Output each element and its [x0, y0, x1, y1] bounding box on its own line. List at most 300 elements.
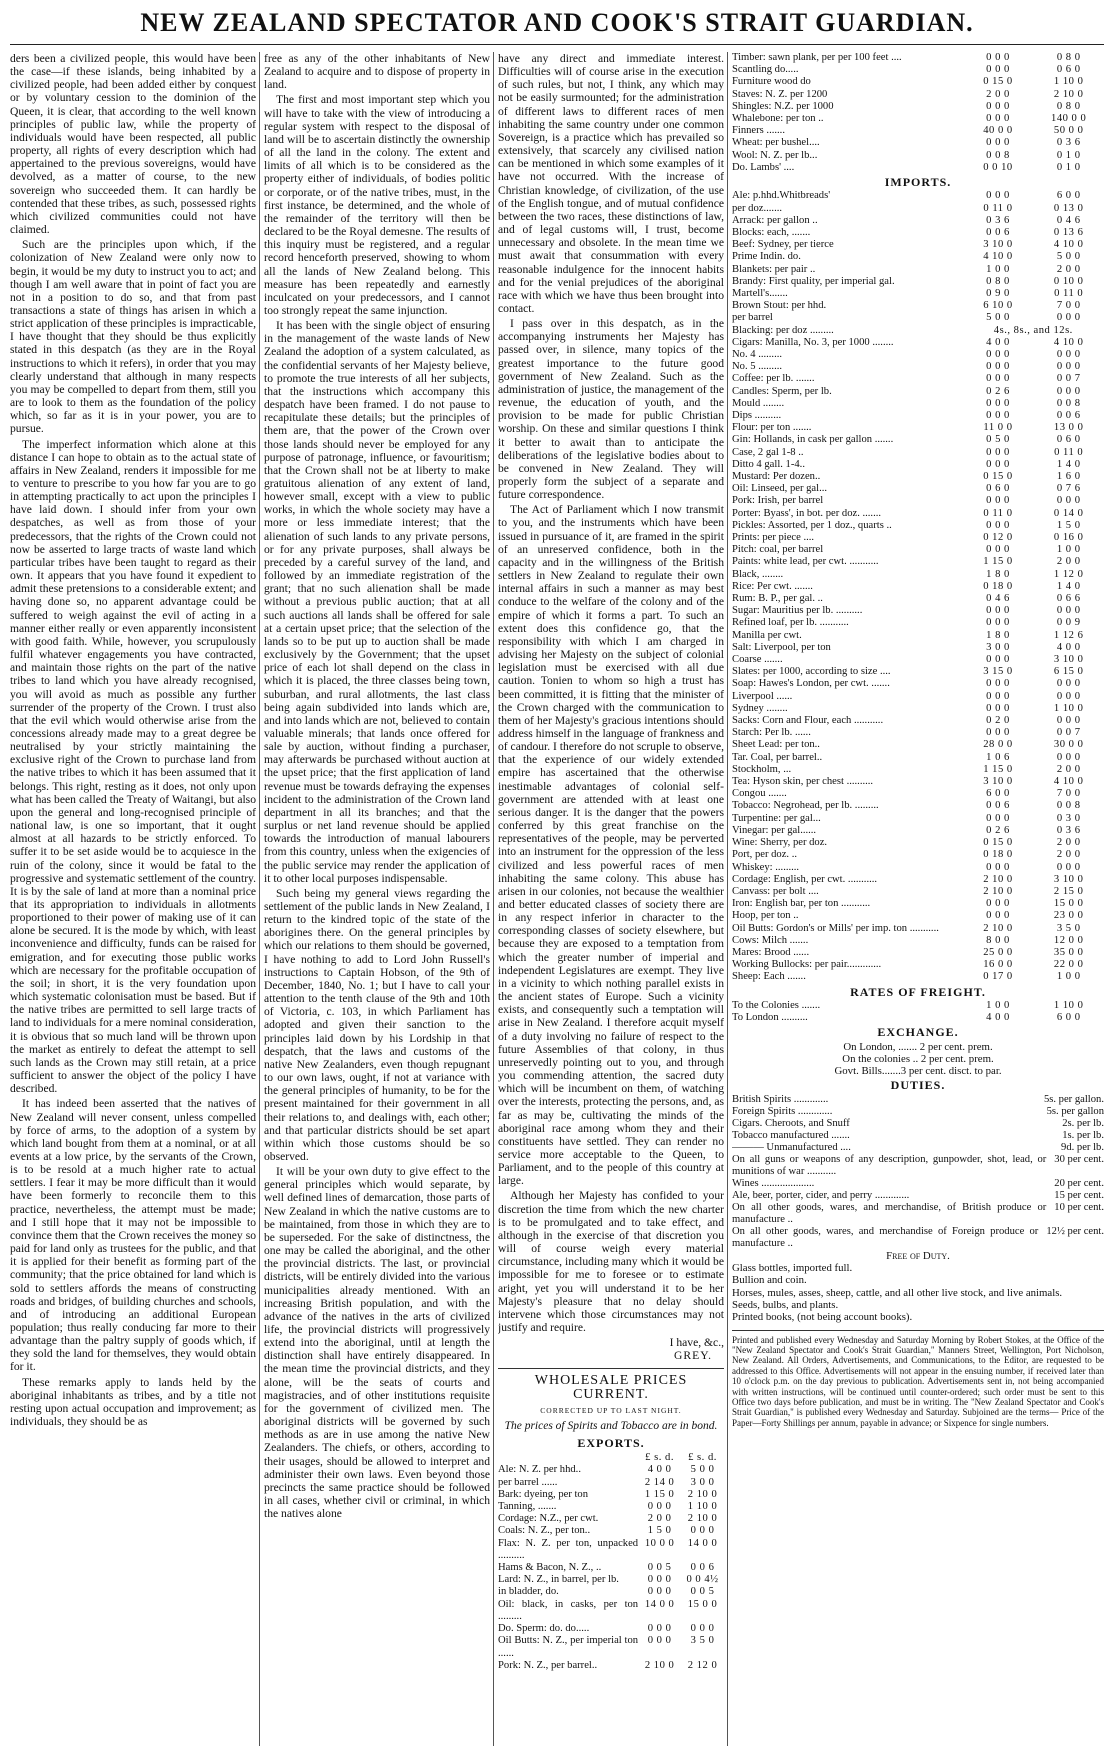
duty-item: Cigars. Cheroots, and Snuff: [732, 1117, 850, 1129]
price-item-name: Iron: English bar, per ton ...........: [732, 898, 871, 910]
duty-item: British Spirits .............: [732, 1093, 829, 1105]
price-value: 14 0 0: [687, 1537, 718, 1549]
price-item-name: Sacks: Corn and Flour, each ...........: [732, 715, 884, 727]
price-value: 1 15 0: [983, 763, 1013, 775]
price-item-name: Wheat: per bushel....: [732, 137, 820, 149]
price-value: 0 0 0: [1056, 690, 1081, 702]
price-item-name: Blacking: per doz .........: [732, 324, 834, 336]
price-row: [498, 1586, 724, 1598]
price-item-name: Furniture wood do: [732, 76, 811, 88]
price-value: 12 0 0: [1053, 934, 1084, 946]
duty-row: [732, 1118, 1104, 1130]
price-item-name: Coarse .......: [732, 654, 783, 666]
price-row: [498, 1538, 724, 1562]
price-row: [498, 1477, 724, 1489]
price-item-name: Timber: sawn plank, per per 100 feet ....: [732, 52, 902, 63]
price-value: 0 2 0: [986, 715, 1010, 727]
price-value: 0 15 0: [983, 76, 1013, 88]
article-paragraph: It has indeed been asserted that the natives of New Zealand will never consent, unless compelled by force of arms, to the adoption of a system by which land bought from them at a nominal, or at all events at a low price, by the servants of the Crown, is to be resold at a much higher rate to actual settlers. I fear it may be more difficult than it would have been formerly to reconcile them to this practice, nevertheless, the attempt must be made; and I still hope that it may not be impossible to convince them that the Crown receives the money so paid for land only as trustees for the public, and that it is applied for their benefit as forming part of the community; that the price obtained for land which is sold to settlers affords the means of constructing roads and bridges, of building churches and schools, and of introducing an additional European population; thus really conducing far more to their advantage than the paltry supply of goods which, if they sold the land for themselves, they would obtain for it.: [10, 1097, 256, 1374]
price-value: 3 10 0: [983, 239, 1013, 251]
price-row: [732, 959, 1104, 971]
free-of-duty-item: Seeds, bulbs, and plants.: [732, 1298, 839, 1311]
price-value: 0 12 0: [983, 532, 1013, 544]
price-value: 0 11 0: [983, 507, 1013, 519]
price-value: 1 4 0: [1056, 458, 1081, 470]
price-row: [732, 825, 1104, 837]
price-value: 0 16 0: [1053, 532, 1084, 544]
price-item-name: Beef: Sydney, per tierce: [732, 239, 834, 251]
price-value: 22 0 0: [1053, 959, 1084, 971]
price-value: 11 0 0: [983, 422, 1013, 434]
price-value: 0 0 6: [1056, 409, 1081, 421]
price-item-name: Pork: Irish, per barrel: [732, 495, 824, 507]
price-row: [732, 483, 1104, 495]
price-row: [732, 410, 1104, 422]
price-value: 0 0 5: [647, 1562, 672, 1574]
price-value: 1 0 6: [986, 751, 1010, 763]
article-paragraph: These remarks apply to lands held by the aboriginal inhabitants as tribes, and by a title not resting upon actual occupation and improvement; as individuals, they should be as: [10, 1375, 256, 1429]
exchange-lines: [732, 1041, 1104, 1078]
price-value: 0 8 0: [986, 275, 1010, 287]
price-item-name: Port, per doz. ..: [732, 849, 798, 861]
price-item-name: Arrack: per gallon ..: [732, 214, 818, 226]
article-column-3: [498, 52, 724, 1748]
price-row: [732, 52, 1104, 64]
price-row: [732, 1000, 1104, 1012]
duties-heading: DUTIES.: [890, 1078, 946, 1093]
price-value: 2 14 0: [644, 1476, 675, 1488]
price-row: [732, 837, 1104, 849]
price-item-name: Oil Butts: Gordon's or Mills' per imp. ton ...........: [732, 922, 939, 934]
price-value: 0 0 0: [986, 898, 1010, 910]
price-value: 0 0 0: [647, 1635, 672, 1647]
price-row: [732, 532, 1104, 544]
price-item-name: Soap: Hawes's London, per cwt. .......: [732, 678, 890, 690]
duty-rate: 20 per cent.: [1054, 1177, 1104, 1189]
price-value: 0 0 7: [1056, 373, 1081, 385]
price-row: [732, 800, 1104, 812]
price-value: 0 14 0: [1053, 507, 1084, 519]
duty-rate: 2s. per lb.: [1062, 1117, 1104, 1129]
price-row: [498, 1623, 724, 1635]
price-row: [732, 752, 1104, 764]
price-row: [732, 113, 1104, 125]
price-value: 140 0 0: [1051, 113, 1087, 125]
duty-item: On all other goods, wares, and merchandise, of British produce or manufacture ..: [732, 1201, 1047, 1225]
price-value: 7 0 0: [1056, 788, 1081, 800]
price-value: 0 0 0: [986, 190, 1010, 202]
price-value: 0 0 8: [1056, 800, 1081, 812]
price-row: [732, 422, 1104, 434]
article-paragraph: free as any of the other inhabitants of New Zealand to acquire and to dispose of property in land.: [264, 52, 490, 92]
price-value: 1 15 0: [983, 556, 1013, 568]
price-value: 0 0 4½: [686, 1574, 719, 1586]
price-row: [732, 569, 1104, 581]
duty-rate: 9d. per lb.: [1061, 1141, 1104, 1153]
duty-rate: 12½ per cent.: [1046, 1225, 1104, 1237]
price-value: 6 0 0: [1056, 190, 1081, 202]
price-value: 0 0 0: [986, 64, 1010, 76]
price-item-name: Pork: N. Z., per barrel..: [498, 1659, 598, 1671]
imports-table: [732, 190, 1104, 983]
price-value: 13 0 0: [1053, 422, 1084, 434]
price-row: [732, 150, 1104, 162]
despatch-signoff: [498, 1336, 724, 1362]
article-column-3-text: [498, 52, 724, 1334]
price-item-name: per barrel: [732, 312, 773, 324]
price-value: 0 0 0: [986, 702, 1010, 714]
price-value: 0 3 6: [986, 214, 1010, 226]
price-value: 4 0 0: [986, 336, 1010, 348]
price-row: [732, 300, 1104, 312]
price-item-name: Canvass: per bolt ....: [732, 885, 819, 897]
price-row: [732, 125, 1104, 137]
price-row: [498, 1513, 724, 1525]
price-value: 0 0 0: [986, 727, 1010, 739]
price-value: 0 0 0: [986, 100, 1010, 112]
price-value: 0 2 6: [986, 824, 1010, 836]
price-item-name: Brown Stout: per hhd.: [732, 300, 827, 312]
price-value: 0 0 0: [1056, 385, 1081, 397]
price-value: 0 0 0: [986, 348, 1010, 360]
price-row: [498, 1574, 724, 1586]
price-row: [732, 715, 1104, 727]
price-item-name: Bark: dyeing, per ton: [498, 1488, 589, 1500]
column-divider: [259, 52, 260, 1746]
price-value: 6 10 0: [983, 300, 1013, 312]
price-row: [732, 495, 1104, 507]
price-item-name: Oil: Linseed, per gal...: [732, 483, 828, 495]
price-item-name: Cordage: English, per cwt. ...........: [732, 873, 878, 885]
price-row: [732, 276, 1104, 288]
exchange-line: On the colonies .. 2 per cent. prem.: [842, 1052, 994, 1065]
price-item-name: Oil Butts: N. Z., per imperial ton ......: [498, 1635, 639, 1659]
price-value: 0 6 0: [1056, 64, 1081, 76]
price-item-name: Gin: Hollands, in cask per gallon .......: [732, 434, 894, 446]
price-row: [732, 162, 1104, 174]
price-value: 0 0 0: [1056, 495, 1081, 507]
price-value: 5 0 0: [986, 312, 1010, 324]
price-row: [732, 264, 1104, 276]
price-value: 1 15 0: [644, 1488, 675, 1500]
price-value: 23 0 0: [1053, 910, 1084, 922]
duty-rate: 10 per cent.: [1054, 1201, 1104, 1213]
price-value: 25 0 0: [983, 946, 1013, 958]
price-value: 3 10 0: [1053, 873, 1084, 885]
price-value: 28 0 0: [983, 739, 1013, 751]
currency-header: £ s. d.: [688, 1452, 717, 1464]
price-value: 0 0 0: [1056, 751, 1081, 763]
price-value: 0 0 0: [986, 544, 1010, 556]
price-value: 0 5 0: [986, 434, 1010, 446]
price-value: 0 0 6: [986, 226, 1010, 238]
price-value: 14 0 0: [644, 1598, 675, 1610]
price-item-name: Salt: Liverpool, per ton: [732, 641, 831, 653]
price-row: [732, 288, 1104, 300]
price-row: [732, 251, 1104, 263]
price-value: 50 0 0: [1053, 125, 1084, 137]
price-row: [732, 886, 1104, 898]
price-value: 2 0 0: [1056, 763, 1081, 775]
duty-item: Ale, beer, porter, cider, and perry .............: [732, 1189, 910, 1201]
price-value: 0 10 0: [1053, 275, 1084, 287]
price-item-name: Cordage: N.Z., per cwt.: [498, 1513, 599, 1525]
price-item-name: Oil: black, in casks, per ton .........: [498, 1598, 639, 1622]
price-row: [732, 101, 1104, 113]
price-row: [732, 776, 1104, 788]
price-row: [498, 1489, 724, 1501]
price-value: 0 11 0: [1054, 287, 1084, 299]
price-value: 0 0 6: [986, 800, 1010, 812]
price-item-name: Dips ..........: [732, 409, 782, 421]
duty-rate: 1s. per lb.: [1062, 1129, 1104, 1141]
price-item-name: Tanning, .......: [498, 1501, 557, 1513]
price-item-name: Cigars: Manilla, No. 3, per 1000 ........: [732, 336, 894, 348]
timber-prices-table: [732, 52, 1104, 174]
price-value: 2 10 0: [983, 922, 1013, 934]
price-value: 4 0 0: [647, 1464, 672, 1476]
duty-item: Tobacco manufactured .......: [732, 1129, 850, 1141]
price-value: 0 6 0: [1056, 434, 1081, 446]
price-value: 0 0 8: [1056, 397, 1081, 409]
price-row: [732, 849, 1104, 861]
price-value: 2 0 0: [1056, 263, 1081, 275]
price-item-name: Do. Lambs' ....: [732, 161, 795, 173]
price-value: 15 0 0: [1053, 898, 1084, 910]
duty-row: [732, 1142, 1104, 1154]
price-item-name: Prints: per piece ....: [732, 532, 815, 544]
free-of-duty-list: [732, 1262, 1104, 1323]
price-row: [732, 349, 1104, 361]
price-value: 2 10 0: [687, 1513, 718, 1525]
masthead: NEW ZEALAND SPECTATOR AND COOK'S STRAIT GUARDIAN.: [140, 8, 974, 37]
article-paragraph: I pass over in this despatch, as in the accompanying instruments her Majesty has passed over, in silence, many topics of the greatest importance to the future good government of New Zealand. Such as the administration of justice, the management of the revenue, the education of youth, and the provision to be made for public Christian worship. On these and similar questions I think it better to await than to anticipate the deliberations of the legislative bodies about to be convened in New Zealand. They will properly form the subject of a separate and future correspondence.: [498, 317, 724, 502]
price-item-name: No. 4 .........: [732, 348, 783, 360]
price-value: 0 7 6: [1056, 483, 1081, 495]
price-value: 2 10 0: [1053, 88, 1084, 100]
price-value: 3 15 0: [983, 666, 1013, 678]
price-value: 0 6 0: [986, 483, 1010, 495]
price-value: 0 0 0: [690, 1525, 715, 1537]
price-item-name: To the Colonies .......: [732, 999, 821, 1011]
duties-list: [732, 1094, 1104, 1250]
price-value: 0 0 0: [986, 397, 1010, 409]
price-item-name: Porter: Byass', in bot. per doz. .......: [732, 507, 882, 519]
price-row: [732, 935, 1104, 947]
price-item-name: in bladder, do.: [498, 1586, 559, 1598]
price-item-name: Blocks: each, .......: [732, 226, 811, 238]
signature: GREY.: [674, 1349, 712, 1363]
exports-heading: EXPORTS.: [577, 1436, 645, 1451]
price-value: 2 10 0: [983, 873, 1013, 885]
price-item-name: Martell's.......: [732, 287, 788, 299]
price-value: 0 0 0: [986, 861, 1010, 873]
price-value: 0 0 6: [690, 1562, 715, 1574]
price-row: [732, 678, 1104, 690]
publisher-imprint: Printed and published every Wednesday and Saturday Morning by Robert Stokes, at the Office of the "New Zealand Spectator and Cook's Strait Guardian," Manners Street, Wellington, Port Nicholson, New Zealand. All Orders, Advertisements, and Communications, to the Editor, are requested to be addressed to this Office. Advertisements will not appear in the ensuing number, if received later than 10 o'clock p.m. on the day previous to publication. Advertisements sent in, not being accompanied with written instructions, will be continued until counter-ordered; such order must be sent to this Office two days before publication, and must be in writing. The "New Zealand Spectator and Cook's Strait Guardian," is published every Wednesday and Saturday. Subjoined are the terms— Price of the Paper—Forty Shillings per annum, payable in advance; or Sixpence for single numbers.: [732, 1330, 1104, 1429]
price-value: 6 15 0: [1053, 666, 1084, 678]
free-of-duty-heading: Free of Duty.: [886, 1249, 950, 1262]
price-value: 2 0 0: [986, 88, 1010, 100]
duty-item: Wines ....................: [732, 1177, 815, 1189]
price-item-name: Black, ........: [732, 568, 784, 580]
price-value: 1 0 0: [986, 999, 1010, 1011]
price-item-name: Hoop, per ton ..: [732, 910, 799, 922]
price-value: 0 0 0: [690, 1623, 715, 1635]
price-value: 0 0 0: [647, 1586, 672, 1598]
price-row: [732, 373, 1104, 385]
closing-line: I have, &c.,: [669, 1336, 724, 1350]
price-value: 2 12 0: [687, 1659, 718, 1671]
price-value: 0 0 0: [1056, 861, 1081, 873]
price-value: 0 0 0: [1056, 348, 1081, 360]
price-value: 0 15 0: [983, 837, 1013, 849]
price-row: [732, 471, 1104, 483]
price-value: 0 1 0: [1056, 161, 1081, 173]
price-row: [732, 361, 1104, 373]
article-paragraph: Such are the principles upon which, if the colonization of New Zealand were only now to begin, it would be my duty to instruct you to act; and though I am well aware that in point of fact you are not in a position to do so, and that from past transactions a state of things has arisen in which a strict application of these principles is impracticable, I have thought that they should be thus explicitly stated in this despatch (as they are in the Royal instructions to which it refers), in order that you may clearly understand that although in many respects you may be compelled to depart from them, still you are to look to them as the foundation of the policy which, so far as it is in your power, you are to pursue.: [10, 238, 256, 436]
price-item-name: Ditto 4 gall. 1-4..: [732, 458, 805, 470]
price-value: 3 10 0: [1053, 654, 1084, 666]
price-item-name: Tar. Coal, per barrel..: [732, 751, 823, 763]
currency-header: £ s. d.: [645, 1452, 674, 1464]
price-row: [732, 642, 1104, 654]
column-divider: [727, 52, 728, 1746]
price-row: [732, 703, 1104, 715]
price-row: [732, 459, 1104, 471]
price-row: [732, 874, 1104, 886]
price-item-name: Prime Indin. do.: [732, 251, 801, 263]
price-item-name: Pickles: Assorted, per 1 doz., quarts ..: [732, 519, 892, 531]
price-item-name: To London ..........: [732, 1012, 808, 1024]
price-row: [732, 312, 1104, 324]
free-of-duty-item: Glass bottles, imported full.: [732, 1262, 853, 1275]
article-paragraph: ders been a civilized people, this would have been the case—if these islands, being inhabited by a civilized people, had been added either by conquest or by voluntary cession to the dominion of the Queen, it is clear, that according to the well known principles of public law, while the property of individuals would have been respected, all public property, all rights of every description which had appertained to the previous sovereigns, would have devolved, as a matter of course, to the new sovereign who succeeded them. It can hardly be contended that these tribes, as such, possessed rights which civilized communities could not have claimed.: [10, 52, 256, 237]
price-value: 0 3 0: [1056, 812, 1081, 824]
price-value: 1 8 0: [986, 568, 1010, 580]
price-value: 0 0 0: [986, 910, 1010, 922]
price-value: 0 0 5: [690, 1586, 715, 1598]
price-value: 0 4 6: [986, 593, 1010, 605]
exports-table: [498, 1452, 724, 1672]
exchange-heading: EXCHANGE.: [877, 1025, 959, 1040]
price-row: [732, 544, 1104, 556]
price-value: 2 0 0: [1056, 849, 1081, 861]
imports-heading: IMPORTS.: [884, 175, 952, 190]
free-of-duty-item: Horses, mules, asses, sheep, cattle, and all other live stock, and live animals.: [732, 1286, 1063, 1299]
price-item-name: Paints: white lead, per cwt. ...........: [732, 556, 879, 568]
price-row: [732, 739, 1104, 751]
price-value: 0 0 0: [986, 678, 1010, 690]
price-row: [732, 971, 1104, 983]
price-value: 1 4 0: [1056, 580, 1081, 592]
price-value: 2 0 0: [1056, 556, 1081, 568]
price-value: 0 0 0: [986, 690, 1010, 702]
price-item-name: Cows: Milch .......: [732, 934, 809, 946]
price-row: [732, 605, 1104, 617]
price-row: [732, 508, 1104, 520]
price-value: 0 0 0: [986, 654, 1010, 666]
price-row: [732, 556, 1104, 568]
duty-row: [732, 1202, 1104, 1226]
price-row: [732, 1012, 1104, 1024]
price-value: 3 0 0: [986, 641, 1010, 653]
price-value: 3 10 0: [983, 776, 1013, 788]
price-row: [732, 325, 1104, 337]
wholesale-prices-heading: WHOLESALE PRICES CURRENT.: [498, 1368, 724, 1400]
price-item-name: Sydney ........: [732, 702, 788, 714]
price-value: 10 0 0: [644, 1537, 675, 1549]
price-value: 2 10 0: [644, 1659, 675, 1671]
price-value: 7 0 0: [1056, 300, 1081, 312]
price-value: 0 0 0: [647, 1623, 672, 1635]
price-row: [732, 727, 1104, 739]
price-row: [732, 947, 1104, 959]
price-item-name: Starch: Per lb. ......: [732, 727, 811, 739]
article-paragraph: It has been with the single object of ensuring in the management of the waste lands of New Zealand the adoption of a system calculated, as the confidential servants of her Majesty believe, to promote the true interests of all her subjects, that the instructions which accompany this despatch have been framed. I do not pause to recapitulate these details; but the principles of them are, that the power of the Crown over those lands should never be employed for any purpose of patronage, influence, or favouritism; that the Crown shall not be at liberty to make gratuitous alienation of any extent of land, however small, except with a view to public works, in which the whole society may have a more or less immediate interest; that the alienation of such lands to any private persons, or for any private purposes, shall always be preceded by a careful survey of the land, and followed by an immediate registration of the grant; that no such alienation shall be made without a previous public auction; that at all such auctions all lands shall be offered for sale at a certain upset price; that the selection of the lands so to be put up to auction shall be made exclusively by the Government; that the upset price of each lot shall depend on the class in which it is placed, the three classes being town, suburban, and rural allotments, the last class being again subdivided into lands which are, and into lands which are not, believed to contain valuable minerals; that lands once offered for sale by auction, without finding a purchaser, may afterwards be purchased without auction at the upset price; that the first application of land revenue must be towards defraying the expenses incident to the administration of the Crown land department in all its branches; and that the surplus or net land revenue should be applied towards the introduction of manual labourers from this country, unless when the exigencies of the public service may render the application of it to other local purposes indispensable.: [264, 319, 490, 885]
price-value: 4 10 0: [983, 251, 1013, 263]
price-item-name: Manilla per cwt.: [732, 629, 802, 641]
free-of-duty-item: Printed books, (not being account books).: [732, 1311, 913, 1324]
price-value: 1 10 0: [1053, 999, 1084, 1011]
price-item-name: Turpentine: per gal...: [732, 812, 821, 824]
free-of-duty-item: Bullion and coin.: [732, 1274, 807, 1287]
price-item-name: Flour: per ton .......: [732, 422, 812, 434]
price-value: 40 0 0: [983, 125, 1013, 137]
article-paragraph: have any direct and immediate interest. Difficulties will of course arise in the execution of such rules, but not, I think, any which may not be easily surmounted; for the administration of different laws to different races of men inhabiting the same country under one common Sovereign, is a practice which has prevailed so extensively, that scarcely any civilised nation can be mentioned in which some examples of it have not occurred. With the increase of Christian knowledge, of civilization, of the use of the English tongue, and of mutual confidence between the two races, these distinctions of law, and of legal customs will, I trust, become unnecessary and obsolete. In the mean time we must await that consummation with every reasonable indulgence for the innocent habits and for the venial prejudices of the aboriginal race with which we have thus been brought into contact.: [498, 52, 724, 315]
duty-row: [732, 1190, 1104, 1202]
price-value: 0 4 6: [1056, 214, 1081, 226]
duty-row: [732, 1106, 1104, 1118]
duty-rate: 15 per cent.: [1054, 1189, 1104, 1201]
price-item-name: Whalebone: per ton ..: [732, 113, 824, 125]
price-value: 30 0 0: [1053, 739, 1084, 751]
price-value: 0 0 0: [1056, 678, 1081, 690]
price-value: 0 2 6: [986, 385, 1010, 397]
price-value: 0 1 0: [1056, 149, 1081, 161]
price-value: 4 10 0: [1053, 239, 1084, 251]
duty-item: Foreign Spirits .............: [732, 1105, 833, 1117]
duty-row: [732, 1130, 1104, 1142]
price-value: 0 13 0: [1053, 202, 1084, 214]
price-item-name: Congou .......: [732, 788, 787, 800]
column-divider: [493, 52, 494, 1746]
price-row: [498, 1660, 724, 1672]
price-value: 2 15 0: [1053, 885, 1084, 897]
price-item-name: Hams & Bacon, N. Z., ..: [498, 1562, 602, 1574]
price-item-name: Stockholm, ...: [732, 763, 792, 775]
price-item-name: Vinegar: per gal......: [732, 824, 817, 836]
price-value: 1 12 6: [1053, 629, 1084, 641]
price-value: 1 12 0: [1053, 568, 1084, 580]
article-paragraph: It will be your own duty to give effect to the general principles which would separate, by well defined lines of demarcation, those parts of New Zealand in which the native customs are to be maintained, from those in which they are to be superseded. For the sake of distinctness, the one may be called the aboriginal, and the other the provincial districts. The last, or provincial districts, will be entirely divided into the various municipalities already mentioned. With an increasing British population, and with the advance of the natives in the arts of civilized life, the provincial districts will progressively extend into the aboriginal, until at length the distinction shall have entirely disappeared. In the mean time the provincial districts, and they alone, will be the seats of courts and magistracies, and of other institutions requisite for the government of civilized men. The aboriginal districts will be governed by such methods as are in use among the native New Zealanders. The chiefs, or others, according to their usages, should be allowed to interpret and administer their own laws. Even beyond those precincts the same practice should be followed in all cases, whether civil or criminal, in which the natives alone: [264, 1165, 490, 1521]
wholesale-prices-subheading: CORRECTED UP TO LAST NIGHT.: [540, 1405, 682, 1415]
price-item-name: Wine: Sherry, per doz.: [732, 837, 828, 849]
price-row: [732, 764, 1104, 776]
price-item-name: Coffee: per lb. .......: [732, 373, 815, 385]
price-value: 0 0 0: [986, 495, 1010, 507]
price-value: 0 0 0: [986, 137, 1010, 149]
price-item-name: Sugar: Mauritius per lb. ..........: [732, 605, 863, 617]
price-item-name: Rum: B. P., per gal. ..: [732, 593, 823, 605]
price-value: 2 0 0: [647, 1513, 672, 1525]
price-value: 0 15 0: [983, 471, 1013, 482]
price-value: 0 11 0: [983, 202, 1013, 214]
price-value: 3 5 0: [1056, 922, 1081, 934]
price-value: 5 0 0: [690, 1464, 715, 1476]
price-item-name: Pitch: coal, per barrel: [732, 544, 824, 556]
price-value: 4 0 0: [986, 1012, 1010, 1024]
